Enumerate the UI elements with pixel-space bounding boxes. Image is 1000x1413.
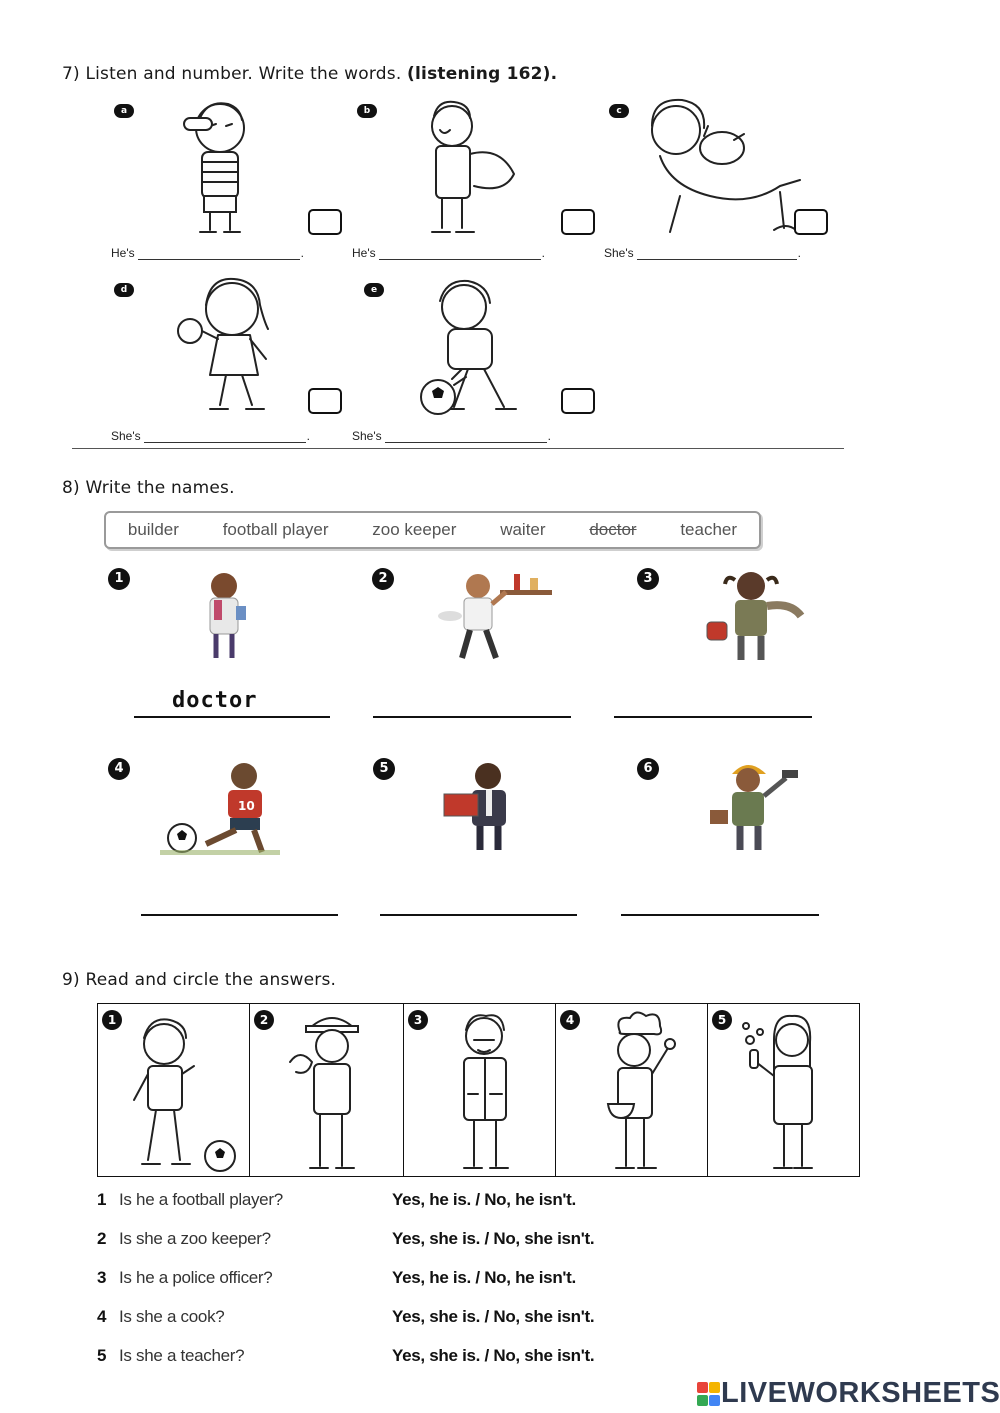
ex7-badge-e: e xyxy=(364,283,384,297)
ex7-badge-c: c xyxy=(609,104,629,118)
girl-zoo-keeper-illustration xyxy=(276,1010,386,1174)
ex7-badge-d: d xyxy=(114,283,134,297)
picture-cell-5 xyxy=(708,1004,859,1176)
boy-football-player-illustration xyxy=(120,1012,248,1172)
question-number: 1 xyxy=(97,1190,107,1209)
shirt-number: 10 xyxy=(238,799,255,813)
ex7-answer-box-e[interactable] xyxy=(561,388,595,414)
picture-table xyxy=(97,1003,860,1177)
liveworksheets-logo-icon xyxy=(697,1380,721,1408)
panel-badge-5: 5 xyxy=(712,1010,732,1030)
ex7-answer-box-b[interactable] xyxy=(561,209,595,235)
ex7-blank-c[interactable] xyxy=(637,248,797,260)
ex7-blank-d[interactable] xyxy=(144,431,306,443)
ex7-prefix-e: She's xyxy=(352,429,382,443)
word-bank-item: football player xyxy=(222,520,329,539)
ex7-prefix-c: She's xyxy=(604,246,634,260)
question-row-1 xyxy=(97,1190,283,1210)
teacher-man-illustration xyxy=(442,758,532,854)
question-number: 4 xyxy=(97,1307,107,1326)
ex8-badge-2: 2 xyxy=(372,568,394,590)
ex7-line-a: He's . xyxy=(111,246,304,260)
ex7-answer-box-c[interactable] xyxy=(794,209,828,235)
answer-choices-4[interactable]: Yes, she is. / No, she isn't. xyxy=(392,1307,595,1326)
panel-badge-4: 4 xyxy=(560,1010,580,1030)
ex8-write-line-4[interactable] xyxy=(141,914,338,916)
doctor-girl-illustration xyxy=(192,568,262,666)
girl-hurt-knee-with-ball-illustration xyxy=(412,275,552,417)
builder-illustration xyxy=(702,756,812,856)
word-bank-item: waiter xyxy=(500,520,546,539)
question-row-4 xyxy=(97,1307,224,1327)
girl-cook-illustration xyxy=(586,1010,696,1174)
ex7-prefix-a: He's xyxy=(111,246,135,260)
ex8-write-line-1[interactable] xyxy=(134,716,330,718)
question-text: Is she a cook? xyxy=(119,1307,225,1326)
ex7-divider xyxy=(72,448,844,449)
picture-cell-4 xyxy=(556,1004,708,1176)
answer-choices-1[interactable]: Yes, he is. / No, he isn't. xyxy=(392,1190,576,1209)
ex7-heading xyxy=(62,64,557,84)
ex8-write-line-3[interactable] xyxy=(614,716,812,718)
ex7-badge-a: a xyxy=(114,104,134,118)
ex7-badge-b: b xyxy=(357,104,377,118)
question-row-2 xyxy=(97,1229,271,1249)
waiter-illustration xyxy=(430,568,555,666)
question-text: Is she a zoo keeper? xyxy=(119,1229,271,1248)
ex8-title: 8) Write the names. xyxy=(62,478,235,498)
ex8-badge-3: 3 xyxy=(637,568,659,590)
ex7-title: 7) Listen and number. Write the words. xyxy=(62,64,402,84)
question-text: Is he a police officer? xyxy=(119,1268,273,1287)
ex7-prefix-b: He's xyxy=(352,246,376,260)
ex8-write-line-6[interactable] xyxy=(621,914,819,916)
ex8-badge-6: 6 xyxy=(637,758,659,780)
question-number: 2 xyxy=(97,1229,107,1248)
liveworksheets-logo xyxy=(697,1377,1000,1410)
ex7-blank-b[interactable] xyxy=(379,248,541,260)
man-doctor-illustration xyxy=(438,1010,538,1174)
ex7-answer-box-d[interactable] xyxy=(308,388,342,414)
question-row-3 xyxy=(97,1268,272,1288)
word-bank-item: zoo keeper xyxy=(372,520,457,539)
panel-badge-1: 1 xyxy=(102,1010,122,1030)
question-number: 3 xyxy=(97,1268,107,1287)
ex7-blank-a[interactable] xyxy=(138,248,300,260)
ex7-blank-e[interactable] xyxy=(385,431,547,443)
ex8-badge-5: 5 xyxy=(373,758,395,780)
ex7-line-d: She's . xyxy=(111,429,310,443)
panel-badge-3: 3 xyxy=(408,1010,428,1030)
question-text: Is she a teacher? xyxy=(119,1346,245,1365)
ex8-badge-1: 1 xyxy=(108,568,130,590)
ex7-line-b: He's . xyxy=(352,246,545,260)
answer-choices-2[interactable]: Yes, she is. / No, she isn't. xyxy=(392,1229,595,1248)
ex8-write-line-2[interactable] xyxy=(373,716,571,718)
woman-scientist-illustration xyxy=(732,1010,848,1174)
picture-cell-1 xyxy=(98,1004,250,1176)
answer-choices-3[interactable]: Yes, he is. / No, he isn't. xyxy=(392,1268,576,1287)
picture-cell-3 xyxy=(404,1004,556,1176)
ex7-answer-box-a[interactable] xyxy=(308,209,342,235)
ex7-prefix-d: She's xyxy=(111,429,141,443)
girl-hugging-dog-illustration xyxy=(634,96,809,238)
word-bank-item: builder xyxy=(127,520,179,539)
question-row-5 xyxy=(97,1346,244,1366)
question-text: Is he a football player? xyxy=(119,1190,283,1209)
ex7-line-c: She's . xyxy=(604,246,801,260)
picture-cell-2 xyxy=(250,1004,404,1176)
word-bank-item-struck: doctor xyxy=(589,520,637,539)
boy-sad-with-toy-illustration xyxy=(412,96,532,238)
word-bank-item: teacher xyxy=(680,520,738,539)
word-bank xyxy=(104,511,761,549)
football-player-illustration xyxy=(160,758,300,858)
ex8-answer-1: doctor xyxy=(172,688,258,713)
boy-coughing-illustration xyxy=(170,96,265,238)
ex9-title: 9) Read and circle the answers. xyxy=(62,970,337,990)
ex8-badge-4: 4 xyxy=(108,758,130,780)
ex8-write-line-5[interactable] xyxy=(380,914,577,916)
girl-holding-apple-illustration xyxy=(170,275,290,417)
ex7-line-e: She's . xyxy=(352,429,551,443)
ex7-title-bold: (listening 162). xyxy=(407,64,558,84)
question-number: 5 xyxy=(97,1346,107,1365)
answer-choices-5[interactable]: Yes, she is. / No, she isn't. xyxy=(392,1346,595,1365)
logo-text: LIVEWORKSHEETS xyxy=(721,1377,1000,1409)
zoo-keeper-illustration xyxy=(695,566,810,666)
panel-badge-2: 2 xyxy=(254,1010,274,1030)
